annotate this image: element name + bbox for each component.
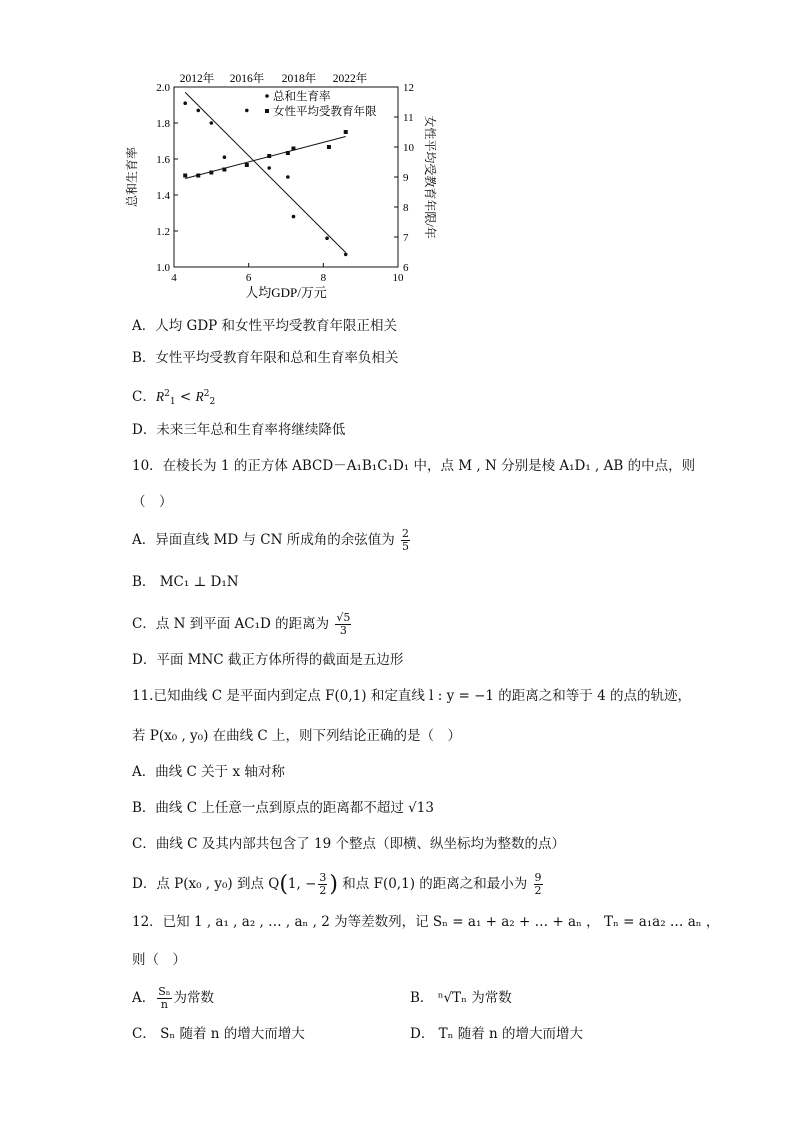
q10-paren: （ ）: [132, 494, 173, 510]
y-left-tick-label: 2.0: [156, 82, 170, 94]
y-right-tick-label: 10: [403, 142, 414, 154]
q10-stem: 10．在棱长为 1 的正方体 ABCD－A₁B₁C₁D₁ 中，点 M , N 分别是棱 A₁D₁ , AB 的中点，则: [132, 458, 696, 474]
fertility-point: [245, 109, 249, 113]
q12-option-c[interactable]: C． Sₙ 随着 n 的增大而增大: [132, 1026, 305, 1042]
q10-c-fraction: $\frac{√5}{3}$: [336, 611, 351, 637]
r2: R: [195, 389, 204, 404]
y-left-tick-label: 1.6: [156, 154, 170, 166]
fertility-point: [267, 166, 271, 170]
q10-c-text: C．点 N 到平面 AC₁D 的距离为: [132, 616, 330, 632]
q12-option-b[interactable]: B． ⁿ√Tₙ 为常数: [410, 990, 512, 1006]
q10-a-fraction: $\frac{2}{5}$: [402, 527, 409, 553]
y-right-tick-label: 7: [403, 232, 409, 244]
fertility-point: [325, 236, 329, 240]
education-point: [344, 130, 348, 134]
r1: R: [155, 389, 165, 404]
fertility-point: [344, 253, 348, 257]
q10-option-d[interactable]: D．平面 MNC 截正方体所得的截面是五边形: [132, 652, 404, 668]
q9-c-prefix: C．: [132, 389, 156, 405]
q11-q-pre: 1, −: [287, 876, 317, 892]
year-label: 2012年: [179, 73, 215, 85]
y-right-tick-label: 8: [403, 202, 409, 214]
y-left-tick-label: 1.0: [156, 262, 170, 274]
q11-d-fraction: $\frac{9}{2}$: [534, 871, 542, 897]
q12-a-prefix: A．: [132, 990, 156, 1006]
y-left-tick-label: 1.2: [156, 226, 170, 238]
q11-option-c[interactable]: C．曲线 C 及其内部共包含了 19 个整点（即横、纵坐标均为整数的点）: [132, 836, 566, 852]
q12-stem: 12．已知 1 , a₁ , a₂ , … , aₙ , 2 为等差数列，记 Sₙ = a₁ + a₂ + … + aₙ ， Tₙ = a₁a₂ … aₙ ，: [132, 914, 720, 930]
fertility-point: [292, 215, 296, 219]
education-point: [209, 171, 213, 175]
q12-a-fraction: $\frac{\text{Sₙ}}{n}$: [158, 985, 171, 1011]
q11-option-d[interactable]: D．点 P(x₀ , y₀) 到点 Q(1, − $\frac{3}{2}$ ) 和点 F(0,1) 的距离之和最小为 $\frac{9}{2}$: [132, 871, 542, 897]
fertility-point: [223, 155, 227, 159]
q11-option-a[interactable]: A．曲线 C 关于 x 轴对称: [132, 764, 285, 780]
q11-d-text-1: D．点 P(x₀ , y₀) 到点 Q: [132, 876, 280, 892]
y-left-tick-label: 1.4: [156, 190, 170, 202]
q12-option-a[interactable]: [132, 986, 214, 1011]
chart-top-labels: [180, 71, 368, 85]
q11-option-b[interactable]: B．曲线 C 上任意一点到原点的距离都不超过 √13: [132, 800, 434, 816]
year-label: 2022年: [332, 73, 368, 85]
q12-option-d[interactable]: D． Tₙ 随着 n 的增大而增大: [410, 1026, 584, 1042]
q12-a-suffix: 为常数: [173, 990, 215, 1006]
year-label: 2018年: [281, 73, 317, 85]
right-axis-label: 女性平均受教育年限/年: [423, 115, 437, 239]
q9-option-b[interactable]: B．女性平均受教育年限和总和生育率负相关: [132, 350, 399, 366]
q9-option-a[interactable]: A．人均 GDP 和女性平均受教育年限正相关: [132, 318, 398, 334]
q11-q-fraction: $\frac{3}{2}$: [319, 871, 327, 897]
q12-then: 则（ ）: [132, 952, 186, 968]
education-point: [286, 151, 290, 155]
y-right-tick-label: 6: [403, 262, 409, 274]
q11-stem-2: 若 P(x₀ , y₀) 在曲线 C 上，则下列结论正确的是（ ）: [132, 728, 462, 744]
q10-option-a[interactable]: [132, 528, 412, 553]
legend-label: 女性平均受教育年限: [273, 106, 377, 118]
legend-square-marker: [265, 109, 269, 113]
x-tick-label: 10: [392, 272, 404, 284]
x-tick-label: 8: [320, 272, 327, 284]
q10-option-b[interactable]: B． MC₁ ⊥ D₁N: [132, 574, 239, 590]
education-point: [245, 163, 249, 167]
q9-option-d[interactable]: D．未来三年总和生育率将继续降低: [132, 422, 346, 438]
x-tick-label: 6: [245, 272, 252, 284]
chart: [110, 66, 437, 306]
x-tick-label: 4: [171, 272, 177, 284]
q11-d-text-2: 和点 F(0,1) 的距离之和最小为: [342, 876, 528, 892]
q9-c-lt: <: [175, 389, 196, 405]
chart-legend: [265, 89, 377, 118]
left-axis-label: 总和生育率: [125, 146, 139, 208]
education-point: [183, 174, 187, 178]
q10-a-text: A．异面直线 MD 与 CN 所成角的余弦值为: [132, 532, 395, 548]
fertility-point: [286, 175, 290, 179]
q11-stem-1: 11.已知曲线 C 是平面内到定点 F(0,1) 和定直线 l : y = −1 的距离之和等于 4 的点的轨迹，: [132, 688, 691, 704]
y-right-tick-label: 11: [403, 112, 414, 124]
fertility-point: [196, 109, 200, 113]
y-right-tick-label: 9: [403, 172, 409, 184]
year-label: 2016年: [229, 73, 265, 85]
education-point: [327, 145, 331, 149]
fertility-point: [183, 101, 187, 105]
y-left-tick-label: 1.8: [156, 118, 170, 130]
education-point: [222, 168, 226, 172]
education-point: [267, 154, 271, 158]
education-point: [196, 174, 200, 178]
y-right-tick-label: 12: [403, 82, 414, 94]
legend-label: 总和生育率: [273, 91, 331, 103]
legend-dot-marker: [265, 94, 269, 98]
fertility-point: [210, 121, 214, 125]
q10-option-c[interactable]: [132, 612, 353, 637]
q9-option-c[interactable]: C．$R^2_1 < R^2_2$: [132, 389, 216, 407]
x-axis-label: 人均GDP/万元: [245, 285, 327, 300]
education-point: [291, 147, 295, 151]
